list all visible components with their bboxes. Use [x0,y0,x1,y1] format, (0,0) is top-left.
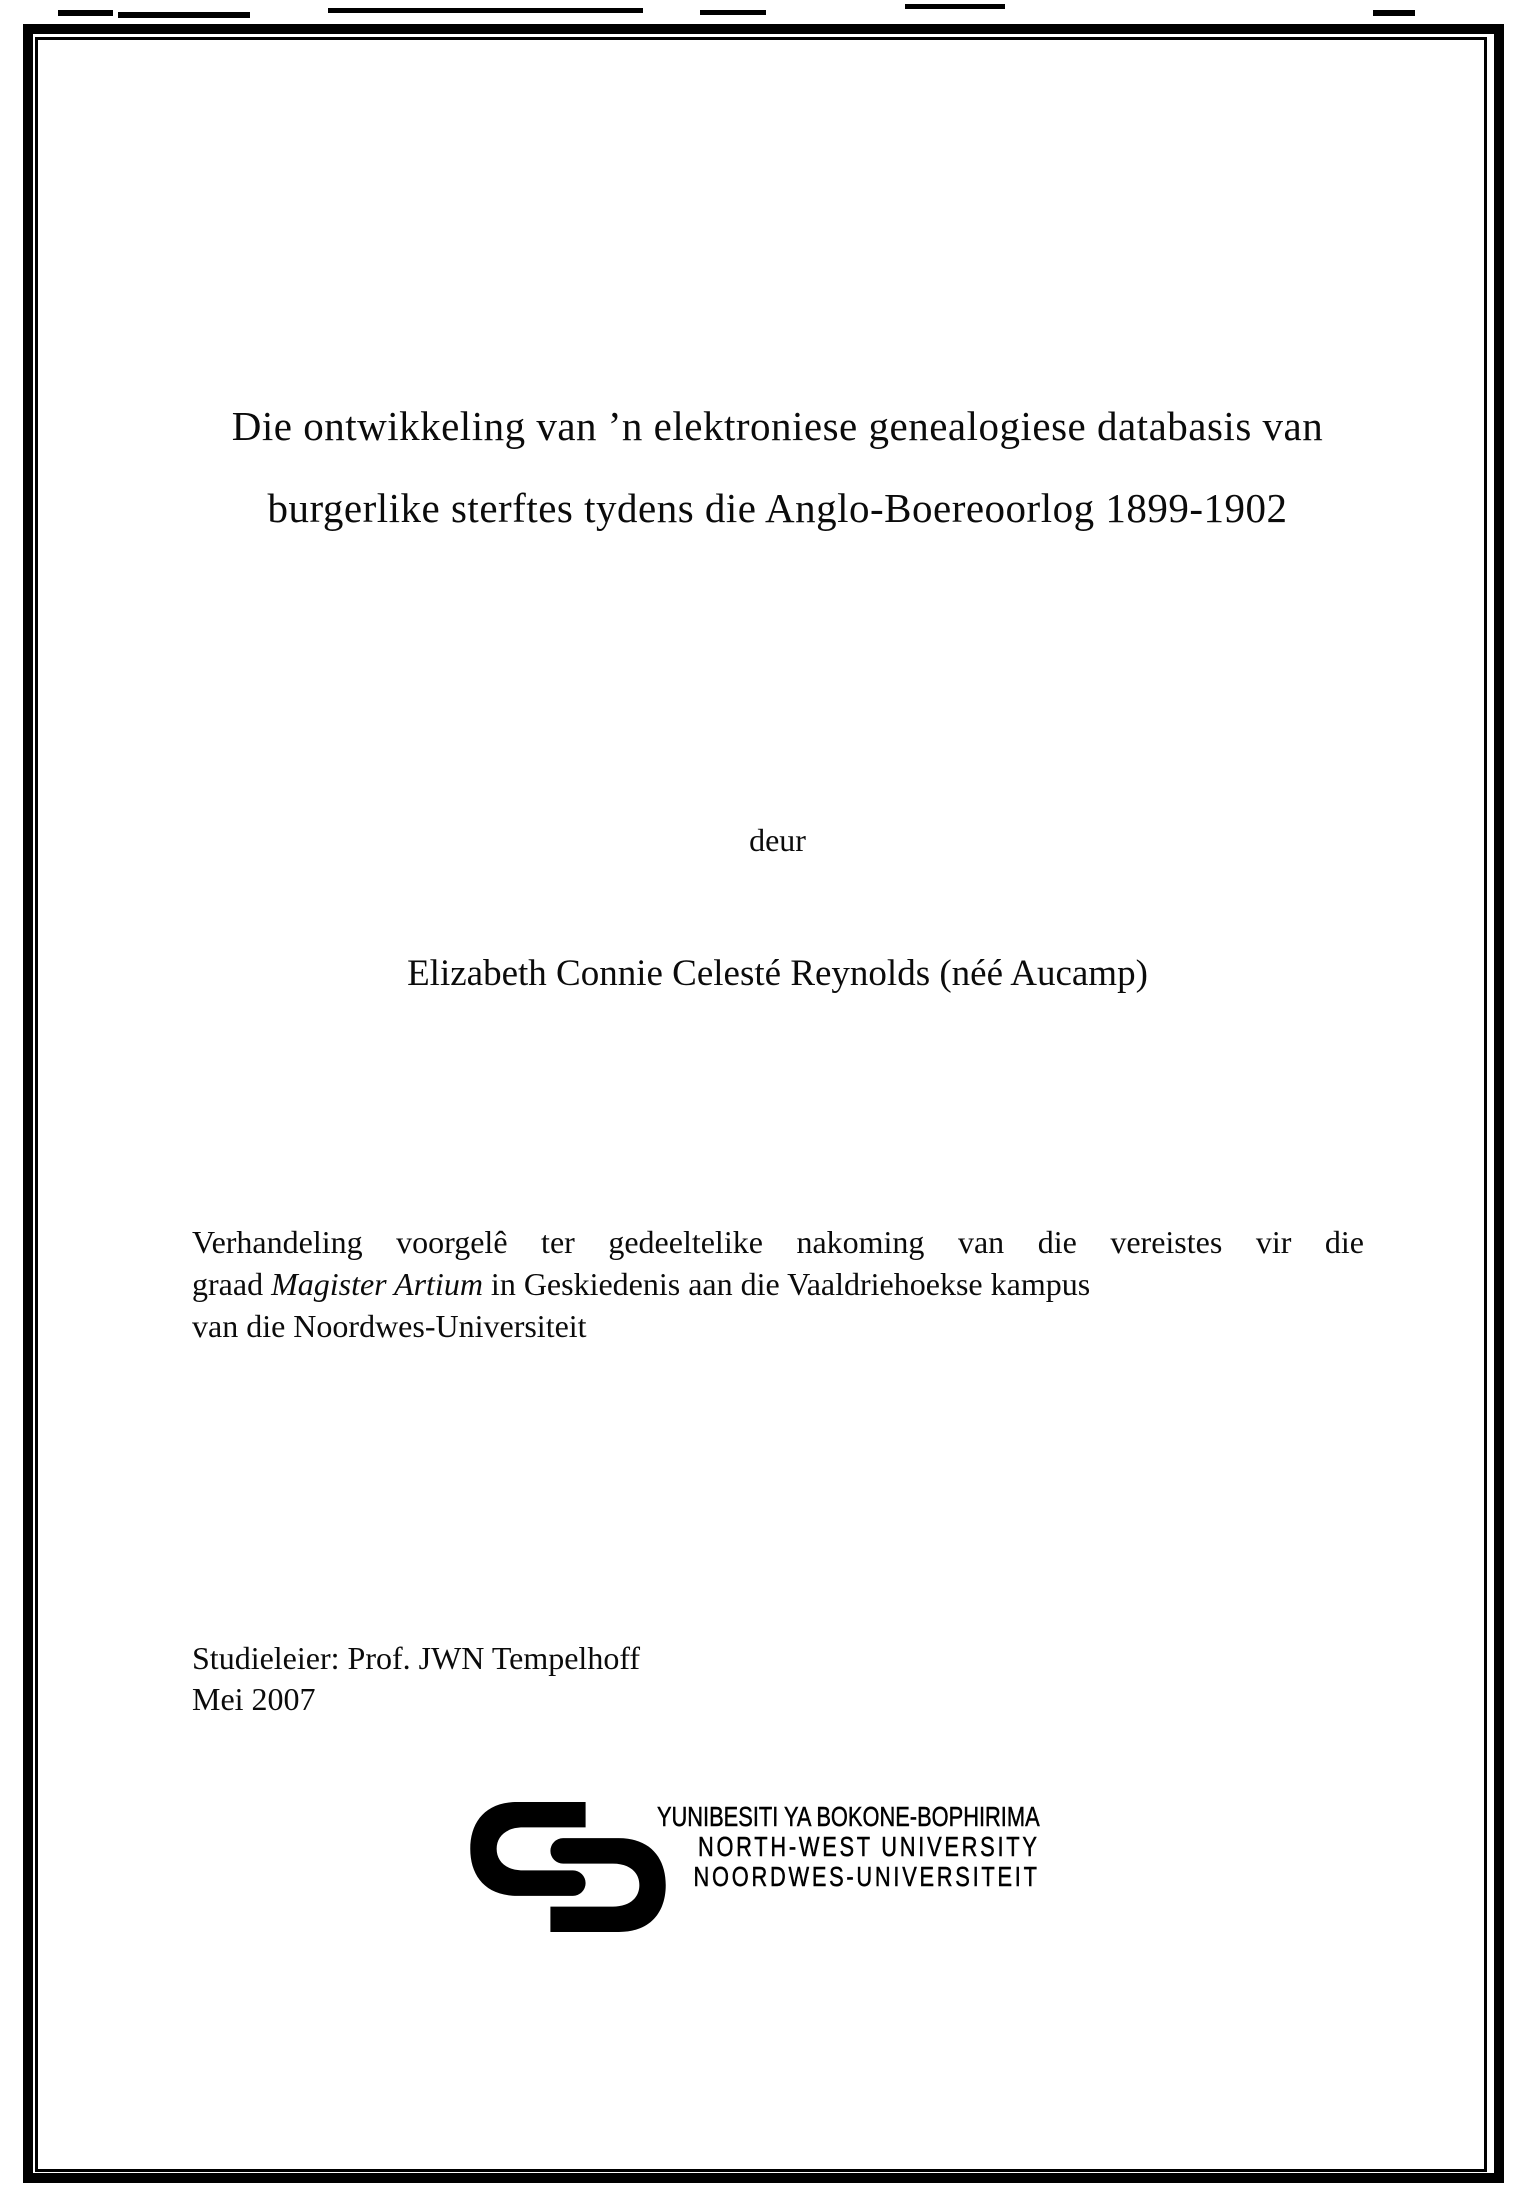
supervisor-block [192,1638,640,1720]
scan-artifact [328,8,643,13]
supervisor-line: Studieleier: Prof. JWN Tempelhoff [192,1640,641,1676]
submission-statement [192,1221,1364,1347]
scan-artifact [1373,10,1415,16]
author-name: Elizabeth Connie Celesté Reynolds (néé Aucamp) [407,953,1148,994]
thesis-title [190,385,1365,549]
byline-label: deur [749,822,806,858]
university-logo [470,1800,1070,1945]
date-line: Mei 2007 [192,1681,316,1717]
university-name-english: NORTH-WEST UNIVERSITY [698,1831,1040,1862]
statement-line1: Verhandeling voorgelê ter gedeeltelike nakoming van die vereistes vir die [192,1224,1364,1260]
scan-artifact [905,4,1005,9]
scan-artifact [118,12,250,18]
university-name-block [657,1802,1040,1892]
statement-line2 [192,1263,1364,1305]
scan-artifact [700,10,766,15]
thesis-title-line1: Die ontwikkeling van ’n elektroniese genealogiese databasis van [231,403,1324,449]
interlocked-links-logo-icon [470,1802,666,1932]
scan-artifact [58,10,113,16]
university-name-setswana: YUNIBESITI YA BOKONE-BOPHIRIMA [657,1801,1040,1832]
university-name-afrikaans: NOORDWES-UNIVERSITEIT [693,1861,1040,1892]
thesis-title-line2: burgerlike sterftes tydens die Anglo-Boereoorlog 1899-1902 [267,485,1288,531]
statement-line3: van die Noordwes-Universiteit [192,1308,587,1344]
degree-name: Magister Artium [271,1266,483,1302]
statement-line2-post: in Geskiedenis aan die Vaaldriehoekse kampus [482,1266,1091,1302]
statement-line2-pre: graad [192,1266,272,1302]
